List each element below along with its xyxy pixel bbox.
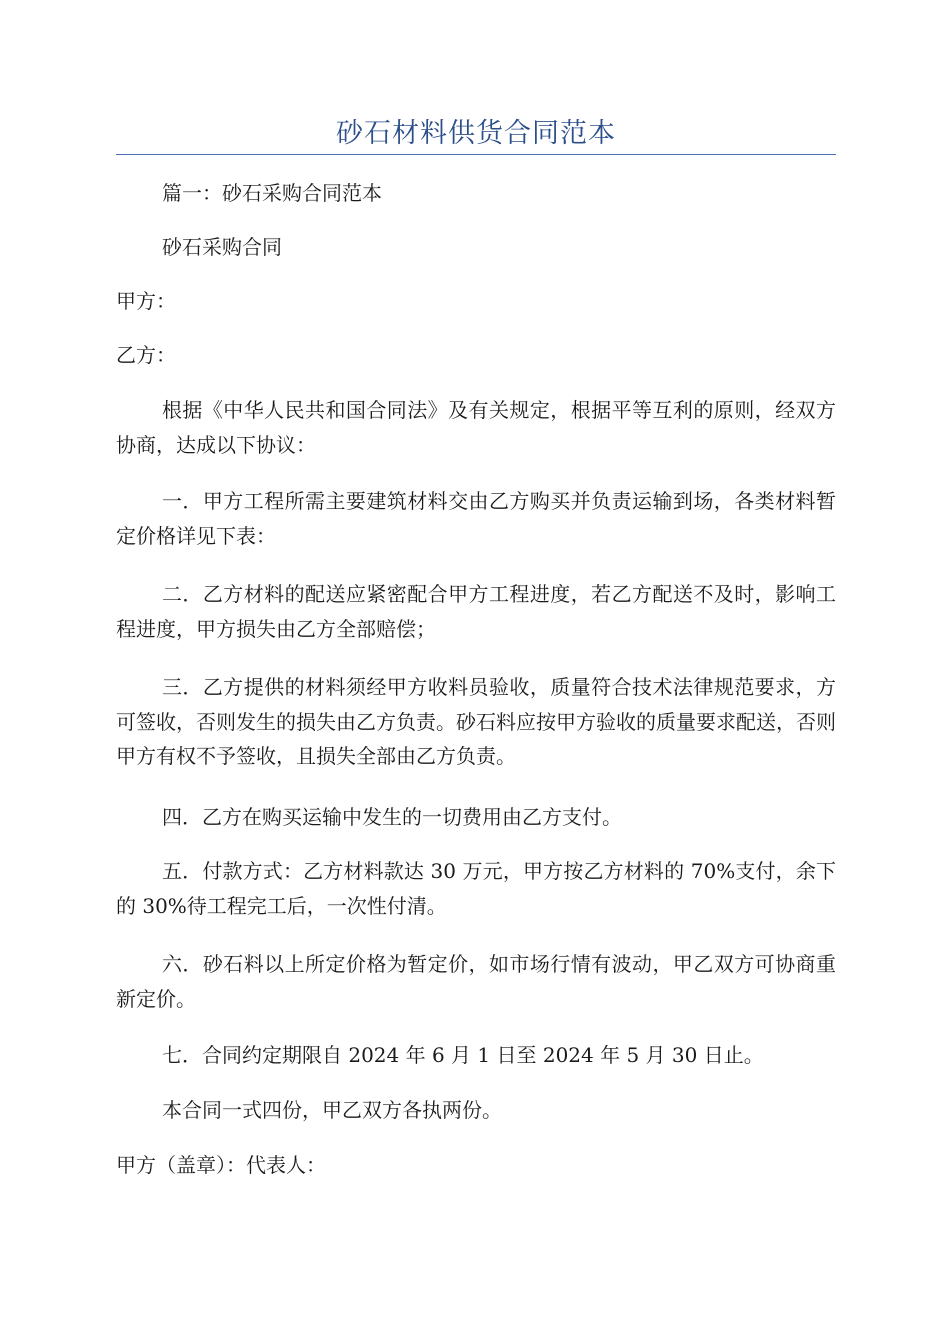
clause-4: 四．乙方在购买运输中发生的一切费用由乙方支付。 (162, 805, 622, 829)
clause-5: 五．付款方式：乙方材料款达 30 万元，甲方按乙方材料的 70%支付，余下的 30%待工程完工后，一次性付清。 (116, 859, 836, 918)
document-title: 砂石材料供货合同范本 (336, 118, 616, 149)
clause-2: 二．乙方材料的配送应紧密配合甲方工程进度，若乙方配送不及时，影响工程进度，甲方损失由乙方全部赔偿； (116, 582, 836, 641)
copies-clause: 本合同一式四份，甲乙双方各执两份。 (162, 1098, 502, 1122)
clause-7: 七．合同约定期限自 2024 年 6 月 1 日至 2024 年 5 月 30 日止。 (162, 1043, 764, 1067)
clause-6: 六．砂石料以上所定价格为暂定价，如市场行情有波动，甲乙双方可协商重新定价。 (116, 952, 836, 1011)
contract-name: 砂石采购合同 (162, 235, 282, 259)
title-underline (116, 154, 836, 155)
party-a-signature-line: 甲方（盖章）：代表人： (116, 1153, 326, 1177)
clause-3: 三．乙方提供的材料须经甲方收料员验收，质量符合技术法律规范要求，方可签收，否则发生的损失由乙方负责。砂石料应按甲方验收的质量要求配送，否则甲方有权不予签收，且损失全部由乙方负责。 (116, 675, 836, 768)
preamble-paragraph: 根据《中华人民共和国合同法》及有关规定，根据平等互利的原则，经双方协商，达成以下协议： (116, 398, 836, 457)
party-b-label: 乙方： (116, 343, 176, 367)
section-heading: 篇一：砂石采购合同范本 (162, 181, 382, 205)
party-a-label: 甲方： (116, 289, 176, 313)
clause-1: 一．甲方工程所需主要建筑材料交由乙方购买并负责运输到场，各类材料暂定价格详见下表： (116, 489, 836, 548)
